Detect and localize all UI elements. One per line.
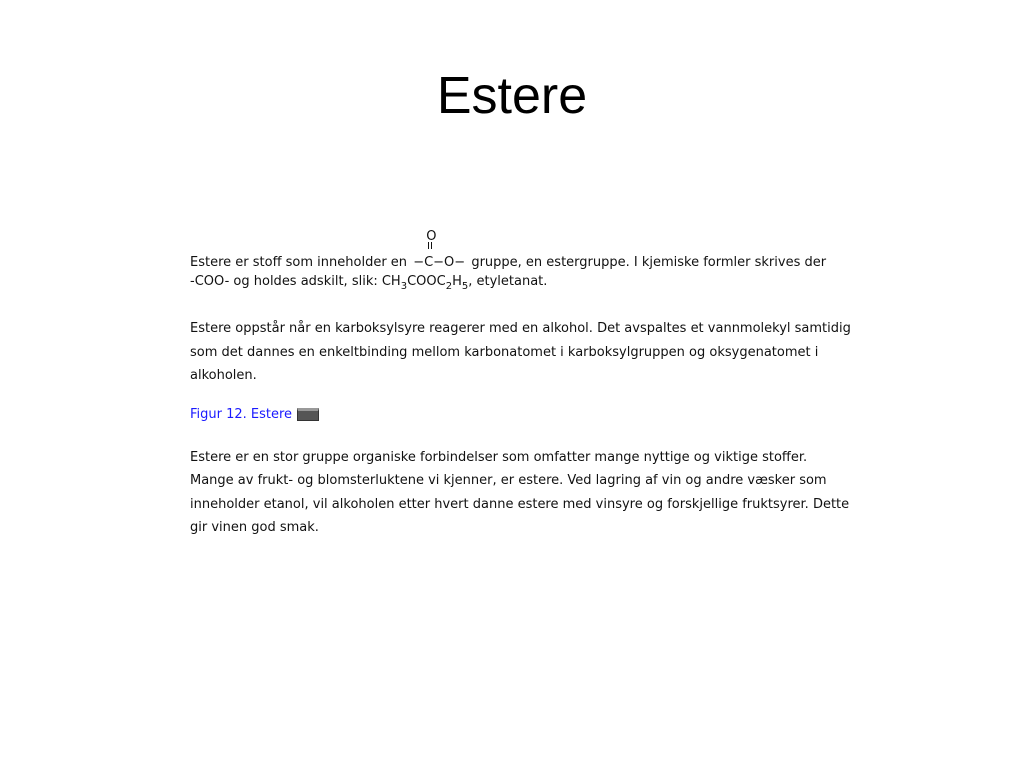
para1-line2-c: H: [452, 274, 462, 289]
figure-link[interactable]: [190, 406, 852, 424]
para1-text-b: gruppe, en estergruppe. I kjemiske formler skrives der: [471, 255, 827, 270]
subscript-3: 3: [400, 281, 408, 291]
paragraph-ester-uses: Estere er en stor gruppe organiske forbindelser som omfatter mange nyttige og viktige stoffer. Mange av frukt- og blomsterluktene vi kjenner, er estere. Ved lagring af vin og andre væsker som inneholder etanol, vil alkoholen etter hvert danne estere med vinsyre og forskjellige fruktsyrer. Dette gir vinen god smak.: [190, 449, 850, 535]
subscript-5: 5: [461, 281, 469, 291]
subscript-2: 2: [445, 281, 453, 291]
slide-title: Estere: [436, 67, 588, 125]
paragraph-ester-definition: [190, 230, 852, 291]
ester-chain: −C−O−: [413, 255, 466, 270]
para1-line2-a: -COO- og holdes adskilt, slik: CH: [190, 274, 401, 289]
para1-text-a: Estere er stoff som inneholder en: [190, 255, 408, 270]
double-bond: [428, 242, 432, 249]
ester-group-structure: [413, 230, 466, 272]
carbonyl-oxygen: O: [426, 230, 437, 244]
para1-line2-b: COOC: [407, 274, 446, 289]
figure-link-text[interactable]: Figur 12. Estere: [190, 406, 293, 422]
image-icon[interactable]: [297, 408, 319, 421]
para1-line2-d: , etyletanat.: [468, 274, 548, 289]
paragraph-ester-formation: Estere oppstår når en karboksylsyre reagerer med en alkohol. Det avspaltes et vannmolekyl samtidig som det dannes en enkeltbinding mellom karbonatomet i karboksylgruppen og oksygenatomet i alkoholen.: [190, 321, 851, 383]
content-area: [190, 230, 852, 540]
